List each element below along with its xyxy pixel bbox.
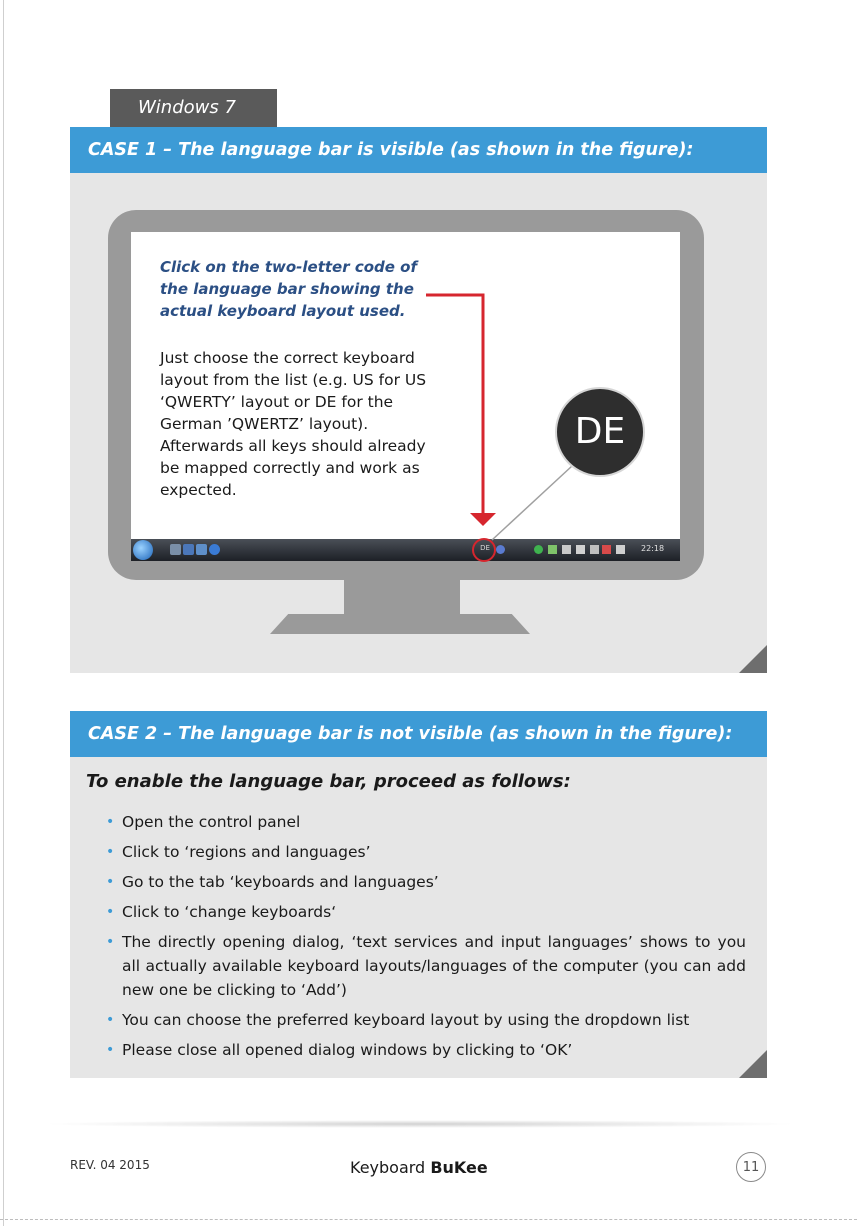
list-item-text: Go to the tab ‘keyboards and languages’ [122, 873, 439, 891]
language-bar-code[interactable]: DE [480, 544, 490, 552]
list-item-text: Please close all opened dialog windows by clicking to ‘OK’ [122, 1041, 573, 1059]
case2-subheading: To enable the language bar, proceed as follows: [86, 771, 571, 792]
footer-divider [40, 1120, 800, 1128]
list-item [88, 930, 746, 1002]
bullet-icon: • [106, 904, 115, 920]
footer-title [350, 1158, 488, 1177]
arrow-line [426, 295, 483, 515]
list-item [88, 840, 746, 864]
list-item-text: The directly opening dialog, ‘text services and input languages’ shows to you all actually available keyboard layouts/languages of the computer (you can add new one be clicking to ‘Add’) [122, 933, 746, 999]
taskbar-clock: 22:18 [641, 544, 665, 553]
list-item [88, 900, 746, 924]
list-item [88, 810, 746, 834]
bullet-icon: • [106, 1012, 115, 1028]
bullet-icon: • [106, 844, 115, 860]
bullet-icon: • [106, 1042, 115, 1058]
bullet-icon: • [106, 874, 115, 890]
list-item-text: Click to ‘regions and languages’ [122, 843, 371, 861]
cut-line [0, 1219, 857, 1220]
list-item-text: Click to ‘change keyboards‘ [122, 903, 337, 921]
callout-text: Click on the two-letter code of the language bar showing the actual keyboard layout used. [160, 258, 417, 320]
language-code-badge: DE [555, 387, 645, 477]
case1-heading: CASE 1 – The language bar is visible (as shown in the figure): [70, 127, 767, 173]
instruction-text: Just choose the correct keyboard layout from the list (e.g. US for US ‘QWERTY’ layout or DE for the German ’QWERTZ’ layout). Afterwards all keys should already be mapped correctly and work as expected. [160, 349, 427, 499]
page-number: 11 [736, 1152, 766, 1182]
zoom-connector-line [492, 466, 572, 540]
windows-version-tab: Windows 7 [110, 89, 277, 127]
list-item [88, 870, 746, 894]
arrow-down-icon [470, 513, 496, 526]
bullet-icon: • [106, 814, 115, 830]
list-item-text: You can choose the preferred keyboard layout by using the dropdown list [122, 1011, 690, 1029]
steps-list [88, 810, 746, 1068]
list-item-text: Open the control panel [122, 813, 301, 831]
revision-label: REV. 04 2015 [70, 1158, 150, 1172]
bullet-icon: • [106, 934, 115, 950]
list-item [88, 1038, 746, 1062]
footer-title-prefix: Keyboard [350, 1158, 426, 1177]
case2-heading: CASE 2 – The language bar is not visible (as shown in the figure): [70, 711, 767, 757]
footer-brand: BuKee [430, 1158, 488, 1177]
list-item [88, 1008, 746, 1032]
